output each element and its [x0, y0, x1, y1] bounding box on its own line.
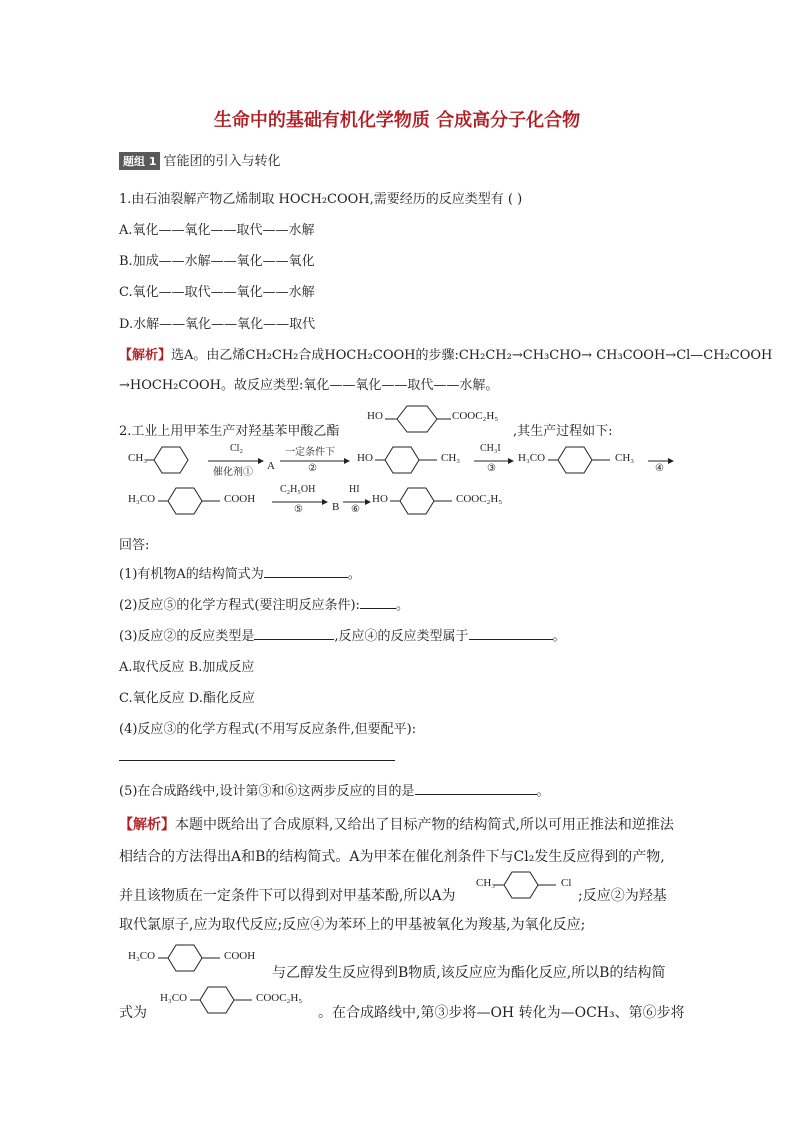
benzene-ring-icon	[385, 403, 455, 435]
q2-analysis-text-6b: 。在合成路线中,第③步将—OH 转化为—OCH₃、第⑥步将	[318, 1005, 685, 1021]
q2-part1-period: 。	[347, 567, 361, 582]
route2-ester: COOC₂H₅	[456, 493, 503, 505]
page-title: 生命中的基础有机化学物质 合成高分子化合物	[213, 110, 581, 131]
arrow6-top: HI	[349, 484, 360, 495]
benzene-ring-icon	[494, 869, 560, 901]
q1-option-b: B.加成——水解——氧化——氧化	[119, 254, 315, 269]
arrow6-bottom: ⑥	[351, 504, 360, 515]
q1-stem: 1.由石油裂解产物乙烯制取 HOCH₂COOH,需要经历的反应类型有 ( )	[119, 192, 523, 207]
answer-blank[interactable]	[415, 782, 537, 795]
group-heading	[119, 150, 281, 170]
q1-option-a: A.氧化——氧化——取代——水解	[119, 223, 315, 238]
mol-a-ch3: CH₃	[476, 877, 496, 889]
analysis-tag: 【解析】	[119, 817, 175, 833]
q2-analysis-text-3b: ;反应②为羟基	[578, 888, 667, 904]
mol-acid-cooh: COOH	[224, 950, 256, 962]
q2-part3-text-a: (3)反应②的反应类型是	[119, 629, 255, 644]
q2-part4: (4)反应③的化学方程式(不用写反应条件,但要配平):	[119, 722, 417, 737]
q2-part3-text-b: ,反应④的反应类型属于	[334, 629, 469, 644]
answer-blank[interactable]	[469, 627, 553, 640]
q2-analysis-line5: 与乙醇发生反应得到B物质,该反应应为酯化反应,所以B的结构简	[272, 965, 666, 981]
route2-cooh: COOH	[224, 493, 256, 505]
q2-options-ab: A.取代反应 B.加成反应	[119, 660, 255, 675]
analysis-tag: 【解析】	[119, 348, 172, 363]
answer-blank[interactable]	[254, 627, 334, 640]
arrow5-bottom: ⑤	[294, 504, 303, 515]
arrow2-top: 一定条件下	[285, 447, 335, 458]
q1-analysis-line2: →HOCH₂COOH。故反应类型:氧化——氧化——取代——水解。	[119, 378, 499, 393]
q2-part5	[119, 780, 550, 799]
route-ch3: CH₃	[128, 452, 148, 464]
answer-blank[interactable]	[119, 748, 395, 761]
arrow3-top: CH₃I	[480, 443, 501, 454]
arrow1-top: Cl₂	[230, 443, 243, 454]
mol-a-cl: Cl	[561, 877, 572, 889]
answer-blank[interactable]	[360, 596, 396, 609]
benzene-ring-icon	[158, 485, 224, 517]
q2-stem-b: ,其生产过程如下:	[513, 424, 613, 439]
q2-part5-period: 。	[536, 784, 550, 799]
arrow5-top: C₂H₅OH	[280, 484, 316, 495]
benzene-ring-icon	[375, 444, 441, 476]
arrow2-bottom: ②	[308, 463, 317, 474]
arrow3-bottom: ③	[487, 463, 496, 474]
mol-b-ester: COOC₂H₅	[256, 992, 303, 1004]
q2-stem-a: 2.工业上用甲苯生产对羟基苯甲酸乙酯	[119, 424, 340, 439]
answer-blank[interactable]	[264, 565, 348, 578]
q1-option-d: D.水解——氧化——氧化——取代	[119, 317, 316, 332]
q2-analysis-text-3a: 并且该物质在一定条件下可以得到对甲基苯酚,所以A为	[119, 888, 456, 904]
benzene-ring-icon	[158, 942, 224, 974]
q2-answer-label: 回答:	[119, 538, 150, 553]
q1-analysis-line1	[119, 344, 772, 363]
q2-analysis-line3	[119, 885, 456, 905]
benzene-ring-icon	[146, 444, 206, 476]
q2-analysis-text-6a: 式为	[119, 1005, 147, 1021]
q2-part2-period: 。	[395, 598, 409, 613]
q2-part3	[119, 625, 566, 644]
q2-analysis-text-1: 本题中既给出了合成原料,又给出了目标产物的结构简式,所以可用正推法和逆推法	[175, 817, 674, 833]
q2-part2	[119, 594, 409, 613]
mol-acid-h3co: H₃CO	[128, 950, 156, 962]
route-ch3b: CH₃	[441, 452, 461, 464]
benzene-ring-icon	[548, 444, 614, 476]
benzene-ring-icon	[390, 485, 456, 517]
route-h3co: H₃CO	[518, 452, 546, 464]
q2-analysis-line4: 取代氯原子,应为取代反应;反应④为苯环上的甲基被氧化为羧基,为氧化反应;	[119, 917, 586, 933]
group-badge: 题组 1	[119, 152, 160, 170]
route-a: A	[267, 460, 275, 472]
arrow1-bottom: 催化剂①	[213, 467, 253, 478]
q2-analysis-line2: 相结合的方法得出A和B的结构简式。A为甲苯在催化剂条件下与Cl₂发生反应得到的产物,	[119, 849, 665, 865]
q2-part3-period: 。	[552, 629, 566, 644]
q1-option-c: C.氧化——取代——氧化——水解	[119, 285, 315, 300]
route2-h3co: H₃CO	[128, 493, 156, 505]
q2-options-cd: C.氧化反应 D.酯化反应	[119, 691, 255, 706]
q1-analysis-text: 选A。由乙烯CH₂CH₂合成HOCH₂COOH的步骤:CH₂CH₂→CH₃CHO→ CH₃COOH→Cl—CH₂COOH	[171, 348, 773, 363]
benzene-ring-icon	[190, 984, 256, 1016]
route-b: B	[332, 501, 340, 513]
route-ho: HO	[357, 452, 373, 464]
mol-b-h3co: H₃CO	[160, 992, 188, 1004]
mol-target-ester: COOC₂H₅	[452, 410, 499, 422]
route2-ho: HO	[372, 493, 388, 505]
arrow4-bottom: ④	[655, 463, 664, 474]
q2-part5-text: (5)在合成路线中,设计第③和⑥这两步反应的目的是	[119, 784, 415, 799]
route-ch3c: CH₃	[615, 452, 635, 464]
q2-analysis-line1	[119, 814, 674, 834]
group-label: 官能团的引入与转化	[163, 154, 281, 169]
q2-part1	[119, 563, 361, 582]
q2-part1-text: (1)有机物A的结构简式为	[119, 567, 264, 582]
mol-target-ho: HO	[367, 410, 383, 422]
q2-part2-text: (2)反应⑤的化学方程式(要注明反应条件):	[119, 598, 360, 613]
